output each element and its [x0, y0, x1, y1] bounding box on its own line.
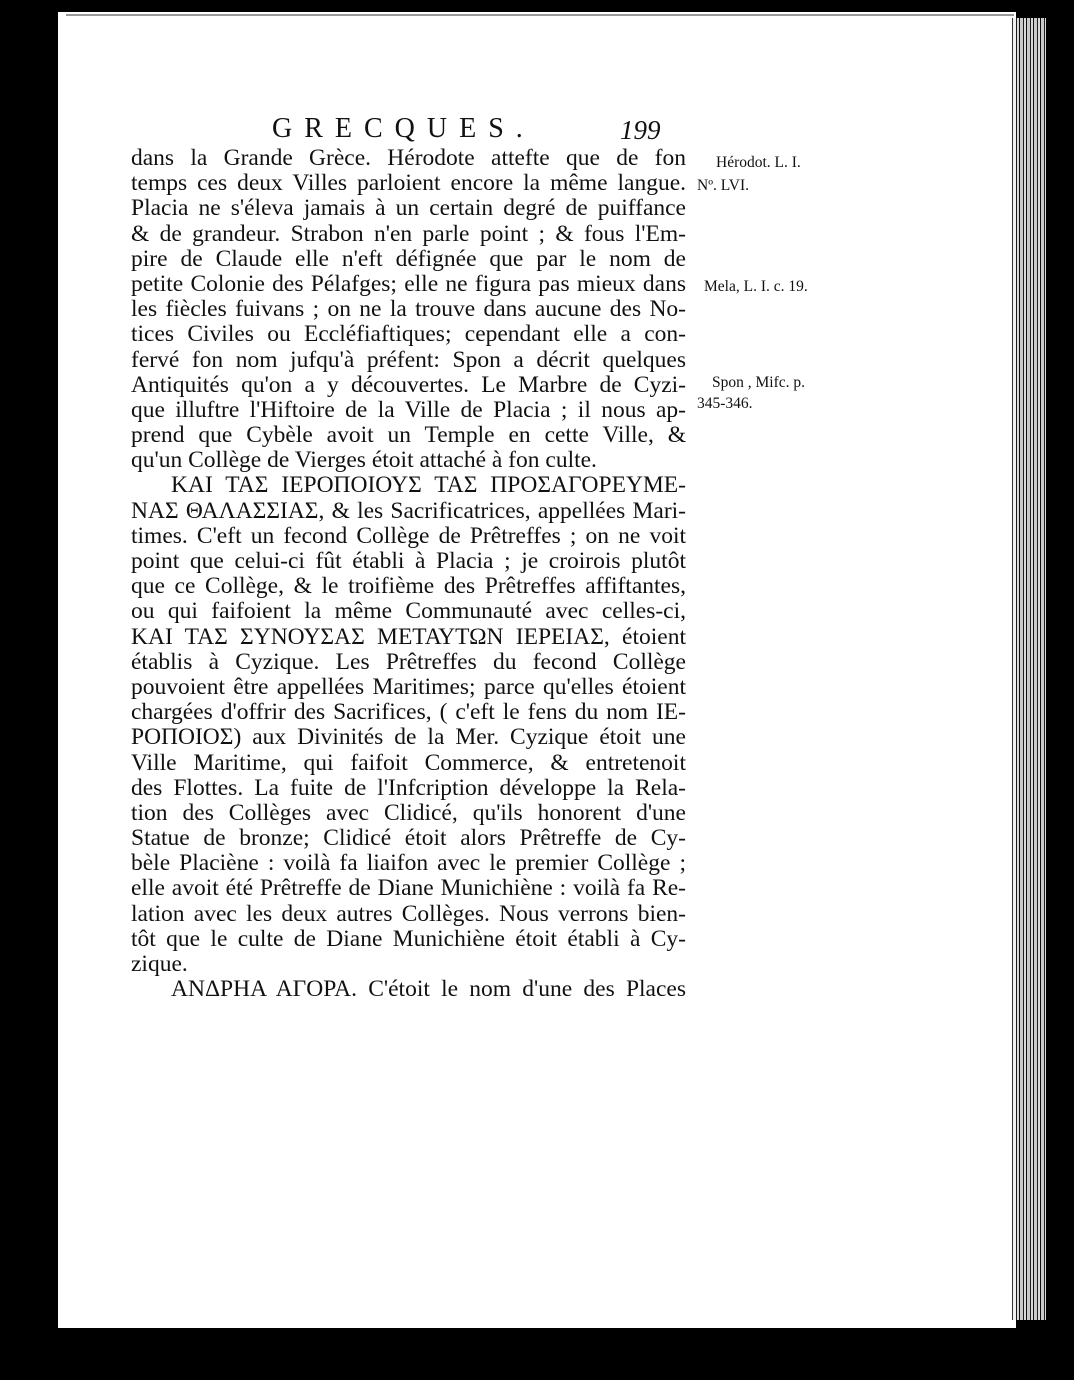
text-line: fervé fon nom jufqu'à préfent: Spon a décrit quelques: [131, 346, 686, 373]
text-line: zique.: [131, 951, 188, 977]
text-line: qu'un Collège de Vierges étoit attaché à fon culte.: [131, 447, 597, 474]
text-line: elle avoit été Prêtreffe de Diane Munichiène : voilà fa Re-: [131, 875, 686, 902]
text-line: lation avec les deux autres Collèges. Nous verrons bien-: [131, 900, 686, 927]
text-line: prend que Cybèle avoit un Temple en cette Ville, &: [131, 422, 686, 449]
margin-note-herodotus-number: Nº. LVI.: [697, 177, 750, 194]
text-line: petite Colonie des Pélafges; elle ne figura pas mieux dans: [131, 270, 686, 297]
body-text: [131, 146, 686, 1002]
text-line: des Flottes. La fuite de l'Infcription développe la Rela-: [131, 774, 686, 801]
margin-note-spon: Spon , Mifc. p.: [712, 374, 805, 391]
text-line: ΑΝΔΡΗΑ ΑΓΟΡΑ. C'étoit le nom d'une des Places: [171, 976, 686, 1003]
text-line: Ville Maritime, qui faifoit Commerce, & entretenoit: [131, 749, 686, 776]
text-line: que ce Collège, & le troifième des Prêtreffes affiftantes,: [131, 573, 686, 600]
text-line: ΚΑΙ ΤΑΣ ΣΥΝΟΥΣΑΣ ΜΕΤΑΥΤΩΝ ΙΕΡΕΙΑΣ, étoient: [131, 623, 686, 650]
text-line: Placia ne s'éleva jamais à un certain degré de puiffance: [131, 195, 686, 222]
text-line: tion des Collèges avec Clidicé, qu'ils honorent d'une: [131, 799, 686, 826]
text-line: & de grandeur. Strabon n'en parle point ; & fous l'Em-: [131, 220, 686, 247]
page-edge-shadow: [1010, 18, 1046, 1320]
text-line: dans la Grande Grèce. Hérodote attefte que de fon: [131, 145, 686, 171]
text-line: ou qui faifoient la même Communauté avec celles-ci,: [131, 598, 686, 625]
text-line: pouvoient être appellées Maritimes; parce qu'elles étoient: [131, 673, 686, 700]
text-line: point que celui-ci fût établi à Placia ; je croirois plutôt: [131, 548, 686, 574]
top-border: [66, 14, 1014, 16]
text-line: ΚΑΙ ΤΑΣ ΙΕΡΟΠΟΙΟΥΣ ΤΑΣ ΠΡΟΣΑΓΟΡΕΥΜΕ-: [171, 472, 686, 499]
text-line: tôt que le culte de Diane Munichiène étoit établi à Cy-: [131, 925, 686, 952]
text-line: que illuftre l'Hiftoire de la Ville de Placia ; il nous ap-: [131, 396, 686, 423]
text-line: Antiquités qu'on a y découvertes. Le Marbre de Cyzi-: [131, 371, 686, 398]
text-line: times. C'eft un fecond Collège de Prêtreffes ; on ne voit: [131, 522, 686, 549]
running-title: GRECQUES.: [272, 113, 535, 144]
text-line: chargées d'offrir des Sacrifices, ( c'eft le fens du nom ΙΕ-: [131, 699, 686, 726]
margin-note-mela: Mela, L. I. c. 19.: [704, 278, 808, 295]
text-line: temps ces deux Villes parloient encore la même langue.: [131, 170, 686, 197]
text-line: les fiècles fuivans ; on ne la trouve dans aucune des No-: [131, 296, 686, 323]
text-line: pire de Claude elle n'eft défignée que par le nom de: [131, 245, 686, 272]
text-line: ΡΟΠΟΙΟΣ) aux Divinités de la Mer. Cyzique étoit une: [131, 724, 686, 751]
text-line: ΝΑΣ ΘΑΛΑΣΣΙΑΣ, & les Sacrificatrices, appellées Mari-: [131, 497, 686, 524]
page-number: 199: [620, 115, 661, 145]
text-line: bèle Placiène : voilà fa liaifon avec le premier Collège ;: [131, 850, 686, 877]
text-line: établis à Cyzique. Les Prêtreffes du fecond Collège: [131, 648, 686, 675]
text-line: Statue de bronze; Clidicé étoit alors Prêtreffe de Cy-: [131, 825, 686, 852]
text-line: tices Civiles ou Eccléfiaftiques; cependant elle a con-: [131, 321, 686, 348]
margin-note-herodotus: Hérodot. L. I.: [716, 154, 801, 171]
margin-note-spon-pages: 345-346.: [697, 395, 753, 412]
